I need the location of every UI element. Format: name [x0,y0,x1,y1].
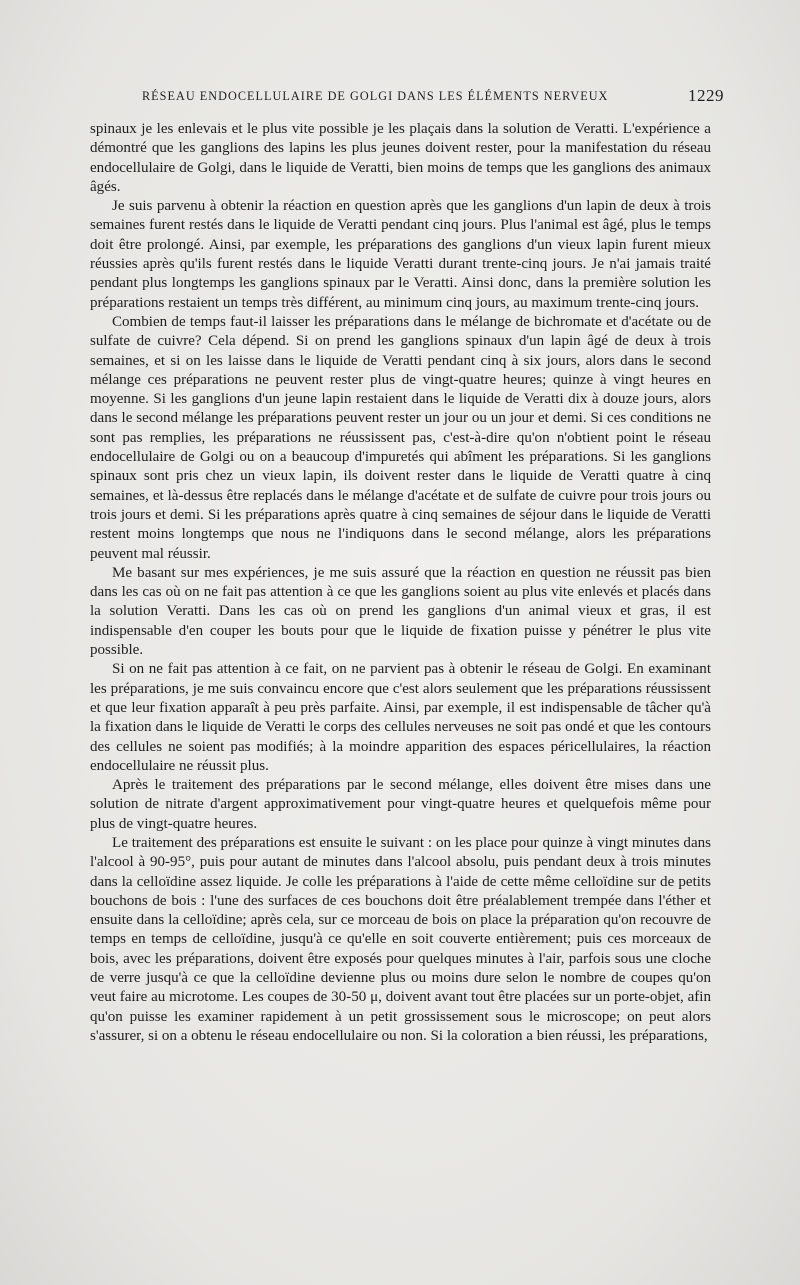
paragraph: Après le traitement des préparations par le second mélange, elles doivent être mises dans une solution de nitrate d'argent approximativement pour vingt-quatre heures et quelquefois même pour plus de vingt-quatre heures. [90,777,711,832]
running-title: RÉSEAU ENDOCELLULAIRE DE GOLGI DANS LES ÉLÉMENTS NERVEUX [142,89,609,103]
page-header [90,86,724,108]
page-number: 1229 [688,86,724,105]
paragraph: Je suis parvenu à obtenir la réaction en question après que les ganglions d'un lapin de deux à trois semaines furent restés dans le liquide de Veratti pendant cinq jours. Plus l'animal est âgé, plus le temps doit être prolongé. Ainsi, par exemple, les préparations des ganglions d'un vieux lapin furent mieux réussies après qu'ils furent restés dans le liquide Veratti durant trente-cinq jours. Je n'ai jamais traité pendant plus longtemps les ganglions spinaux par le Veratti. Ainsi donc, dans la première solution les préparations restaient un temps très différent, au minimum cinq jours, au maximum trente-cinq jours. [90,198,711,311]
paragraph: spinaux je les enlevais et le plus vite possible je les plaçais dans la solution de Veratti. L'expérience a démontré que les ganglions des lapins les plus jeunes doivent rester, pour la manifestation du réseau endocellulaire de Golgi, dans le liquide de Veratti, bien moins de temps que les ganglions des animaux âgés. [90,121,711,195]
paragraph: Combien de temps faut-il laisser les préparations dans le mélange de bichromate et d'acétate ou de sulfate de cuivre? Cela dépend. Si on prend les ganglions spinaux d'un lapin âgé de deux à trois semaines, et si on les laisse dans le liquide de Veratti pendant cinq à six jours, alors dans le second mélange ces préparations ne peuvent rester plus de vingt-quatre heures; quinze à vingt heures en moyenne. Si les ganglions d'un jeune lapin restaient dans le liquide de Veratti dix à douze jours, alors dans le second mélange les préparations peuvent rester un jour ou un jour et demi. Si ces conditions ne sont pas remplies, les préparations ne réussissent pas, c'est-à-dire qu'on n'obtient point le réseau endocellulaire de Golgi ou on a beaucoup d'impuretés qui abîment les préparations. Si les ganglions spinaux sont pris chez un vieux lapin, ils doivent rester dans le liquide de Veratti quatre à cinq semaines, et là-dessus être replacés dans le mélange d'acétate et de sulfate de cuivre pour trois jours ou trois jours et demi. Si les préparations après quatre à cinq semaines de séjour dans le liquide de Veratti restent moins longtemps que nous ne l'indiquons dans le second mélange, alors les préparations peuvent mal réussir. [90,313,711,562]
body-text [90,120,711,1046]
paragraph: Le traitement des préparations est ensuite le suivant : on les place pour quinze à vingt minutes dans l'alcool à 90-95°, puis pour autant de minutes dans l'alcool absolu, puis pendant deux à trois minutes dans la celloïdine assez liquide. Je colle les préparations à l'aide de cette même celloïdine sur de petits bouchons de bois : l'une des surfaces de ces bouchons doit être préalablement trempée dans l'éther et ensuite dans la celloïdine; après cela, sur ce morceau de bois on place la préparation qu'on recouvre de temps en temps de celloïdine, jusqu'à ce qu'elle en soit couverte entièrement; puis ces morceaux de bois, avec les préparations, doivent être exposés pour quelques minutes à l'air, parfois sous une cloche de verre jusqu'à ce que la celloïdine devienne plus ou moins dure selon le nombre de coupes qu'on veut faire au microtome. Les coupes de 30-50 μ, doivent avant tout être placées sur un porte-objet, afin qu'on puisse les examiner rapidement à un petit grossissement sous le microscope; on peut alors s'assurer, si on a obtenu le réseau endocellulaire ou non. Si la coloration a bien réussi, les préparations, [90,834,711,1044]
paragraph: Si on ne fait pas attention à ce fait, on ne parvient pas à obtenir le réseau de Golgi. En examinant les préparations, je me suis convaincu encore que c'est alors seulement que les préparations réussissent et que leur fixation apparaît à peu près parfaite. Ainsi, par exemple, il est indispensable de tâcher qu'à la fixation dans le liquide de Veratti le corps des cellules nerveuses ne soit pas ondé et que les contours des cellules ne soient pas modifiés; à la moindre apparition des espaces péricellulaires, la réaction endocellulaire ne réussit plus. [90,661,711,774]
paragraph: Me basant sur mes expériences, je me suis assuré que la réaction en question ne réussit pas bien dans les cas où on ne fait pas attention à ce que les ganglions soient au plus vite enlevés et placés dans la solution Veratti. Dans les cas où on prend les ganglions d'un animal vieux et gras, il est indispensable d'en couper les bouts pour que le liquide de fixation puisse y pénétrer le plus vite possible. [90,564,711,659]
